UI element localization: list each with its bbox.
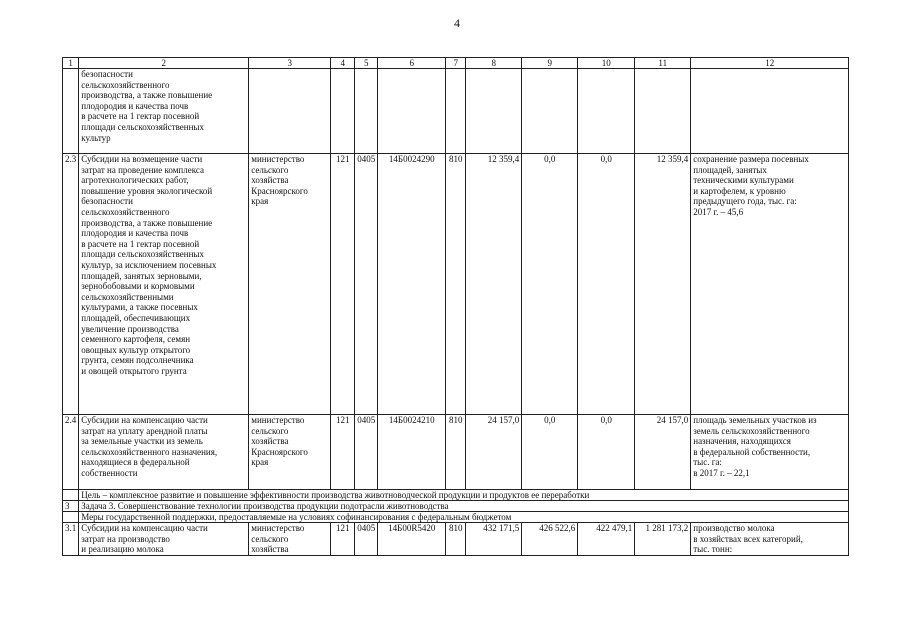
amount-2018: 0,0 [522, 154, 578, 415]
amount-2017: 432 171,5 [466, 523, 522, 556]
col-header: 6 [378, 58, 446, 69]
rzpr-code: 0405 [355, 415, 378, 490]
col-header: 11 [635, 58, 691, 69]
vr-code: 810 [446, 154, 466, 415]
amount-2018: 0,0 [522, 415, 578, 490]
col-header: 12 [691, 58, 849, 69]
gryp-code: 121 [331, 523, 355, 556]
amount-2019: 422 479,1 [578, 523, 635, 556]
row-number: 2.4 [63, 415, 79, 490]
amount-2019: 0,0 [578, 154, 635, 415]
amount-2019: 0,0 [578, 415, 635, 490]
executor: министерство сельского хозяйства [249, 523, 331, 556]
expected-result: площадь земельных участков из земель сельскохозяйственного назначения, находящихся в федеральной собственности, тыс. га: в 2017 г. – 22,1 [691, 415, 849, 490]
amount-2017: 12 359,4 [466, 154, 522, 415]
row-number [63, 69, 79, 154]
amount-total: 24 157,0 [635, 415, 691, 490]
page-number: 4 [454, 16, 460, 30]
task-text: Задача 3. Совершенствование технологии производства продукции подотрасли животноводства [79, 501, 849, 512]
row-number [63, 490, 79, 501]
amount-2017: 24 157,0 [466, 415, 522, 490]
table-row-goal [63, 490, 849, 501]
measure-text: Субсидии на компенсацию части затрат на производство и реализацию молока [79, 523, 249, 556]
gryp-code: 121 [331, 415, 355, 490]
measure-text: безопасности сельскохозяйственного производства, а также повышение плодородия и качества почв в расчете на 1 гектар посевной площади сельскохозяйственных культур [79, 69, 249, 154]
expected-result: производство молока в хозяйствах всех категорий, тыс. тонн: [691, 523, 849, 556]
col-header: 9 [522, 58, 578, 69]
col-header: 10 [578, 58, 635, 69]
row-number: 3.1 [63, 523, 79, 556]
table-row-task-3 [63, 501, 849, 512]
col-header: 3 [249, 58, 331, 69]
row-number: 2.3 [63, 154, 79, 415]
col-header: 8 [466, 58, 522, 69]
vr-code: 810 [446, 523, 466, 556]
amount-total: 12 359,4 [635, 154, 691, 415]
column-number-header [63, 58, 849, 69]
expected-result: сохранение размера посевных площадей, занятых техническими культурами и картофелем, к уровню предыдущего года, тыс. га: 2017 г. – 45,6 [691, 154, 849, 415]
vr-code: 810 [446, 415, 466, 490]
rzpr-code: 0405 [355, 523, 378, 556]
program-table [62, 57, 849, 556]
col-header: 1 [63, 58, 79, 69]
measure-text: Субсидии на компенсацию части затрат на уплату арендной платы за земельные участки из земель сельскохозяйственного назначения, находящиеся в федеральной собственности [79, 415, 249, 490]
goal-text: Цель – комплексное развитие и повышение эффективности производства животноводческой продукции и продуктов ее переработки [79, 490, 849, 501]
col-header: 2 [79, 58, 249, 69]
table-row-measures [63, 512, 849, 523]
table-row-3-1 [63, 523, 849, 556]
amount-2018: 426 522,6 [522, 523, 578, 556]
table-row-continuation [63, 69, 849, 154]
col-header: 5 [355, 58, 378, 69]
col-header: 7 [446, 58, 466, 69]
table-row-2-3 [63, 154, 849, 415]
col-header: 4 [331, 58, 355, 69]
row-number: 3 [63, 501, 79, 512]
amount-total: 1 281 173,2 [635, 523, 691, 556]
table-row-2-4 [63, 415, 849, 490]
executor: министерство сельского хозяйства Красноярского края [249, 154, 331, 415]
measure-text: Субсидии на возмещение части затрат на проведение комплекса агротехнологических работ, повышение уровня экологической безопасности сельскохозяйственного производства, а также повышение плодородия и качества почв в расчете на 1 гектар посевной площади сельскохозяйственных культур, за исключением посевных площадей, занятых зерновыми, зернобобовыми и кормовыми сельскохозяйственными культурами, а также посевных площадей, обеспечивающих увеличение производства семенного картофеля, семян овощных культур открытого грунта, семян подсолнечника и овощей открытого грунта [79, 154, 249, 415]
gryp-code: 121 [331, 154, 355, 415]
rzpr-code: 0405 [355, 154, 378, 415]
csr-code: 14Б0024210 [378, 415, 446, 490]
csr-code: 14Б00R5420 [378, 523, 446, 556]
executor: министерство сельского хозяйства Красноярского края [249, 415, 331, 490]
row-number [63, 512, 79, 523]
measures-text: Меры государственной поддержки, предоставляемые на условиях софинансирования с федеральным бюджетом [79, 512, 849, 523]
csr-code: 14Б0024290 [378, 154, 446, 415]
